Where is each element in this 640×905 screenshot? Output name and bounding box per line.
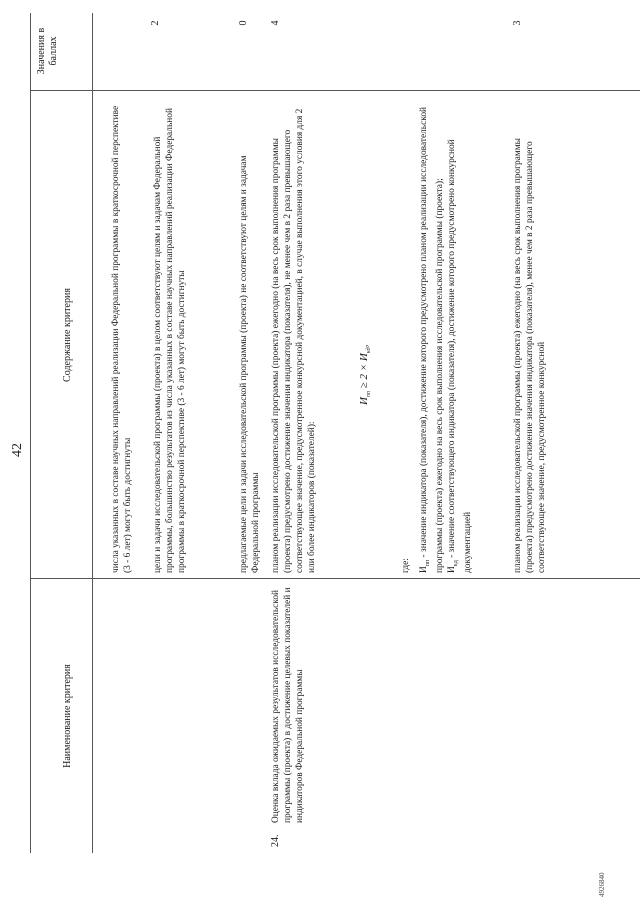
formula-lhs-sub: пп xyxy=(366,391,373,398)
page-number: 42 xyxy=(10,443,25,457)
def1-symbol: И xyxy=(419,566,429,573)
row-24-score-2: 3 xyxy=(512,20,523,26)
where-block xyxy=(400,101,474,573)
continuation-score-3: 0 xyxy=(238,20,249,26)
row-24-score-1: 4 xyxy=(270,20,281,26)
def2-text: - значение соответствующего индикатора (показателя), достижение которого предусмотрено конкурсной документацией xyxy=(446,139,473,573)
row-24-option-2: планом реализации исследовательской программы (проекта) ежегодно (на весь срок выполнения программы (проекта) предусмотрено достижение значения индикатора (показателя), менее чем в 2 раза превышающего соответствующее значение, предусмотренное конкурсной xyxy=(513,138,547,573)
definition-1 xyxy=(418,101,446,573)
header-content: Содержание критерия xyxy=(62,288,73,382)
row-24-option-1: планом реализации исследовательской программы (проекта) ежегодно (на весь срок выполнения программы (проекта) предусмотрено достижение значения индикатора (показателя), не менее чем в 2 раза превышающего соответствующее значение, предусмотренное конкурсной документацией, в случае выполнения этого условия для 2 или более индикаторов (показателей): xyxy=(271,108,317,573)
where-label: где: xyxy=(401,558,411,573)
header-bottom-border xyxy=(92,13,93,853)
def2-symbol: И xyxy=(446,566,457,573)
header-name: Наименование критерия xyxy=(62,664,73,768)
row-24-number: 24. xyxy=(270,834,281,847)
column-divider-2 xyxy=(30,90,640,91)
continuation-text-3: предлагаемые цели и задачи исследовательской программы (проекта) не соответствуют целям и задачам Федеральной программы xyxy=(239,155,261,573)
formula xyxy=(358,345,372,405)
formula-lhs: И xyxy=(358,397,370,405)
formula-tail: , xyxy=(358,344,370,348)
def1-text: - значение индикатора (показателя), достижение которого предусмотрено планом реализации исследовательской программы (проекта) ежегодно на весь срок выполнения исследовательской программы (проекта); xyxy=(419,106,445,573)
formula-rhs-sub: кд xyxy=(366,347,373,354)
header-score: Значения в баллах xyxy=(36,27,59,75)
document-code: 4926840 xyxy=(598,872,606,897)
continuation-text-1: числа указанных в составе научных направлений реализации Федеральной программы в краткосрочной перспективе (3 - 6 лет) могут быть достигнуты xyxy=(111,105,133,573)
continuation-score-1: 2 xyxy=(150,20,161,26)
formula-relation: ≥ 2 × И xyxy=(358,353,370,389)
def1-sub: пп xyxy=(424,559,431,567)
table-top-border xyxy=(30,13,31,853)
column-divider-1 xyxy=(30,578,640,579)
definition-2 xyxy=(446,101,474,573)
continuation-text-2: цели и задачи исследовательской программы (проекта) в целом соответствуют целям и задачам Федеральной программы, большинство результатов из числа указанных в составе научных направлений реализации Федеральной программы в краткосрочной перспективе (3 - 6 лет) могут быть достигнуты xyxy=(153,108,187,573)
def2-sub: кд xyxy=(452,560,459,567)
row-24-name: Оценка вклада ожидаемых результатов исследовательской программы (проекта) в достижение целевых показателей и индикаторов Федеральной программы xyxy=(271,587,305,823)
